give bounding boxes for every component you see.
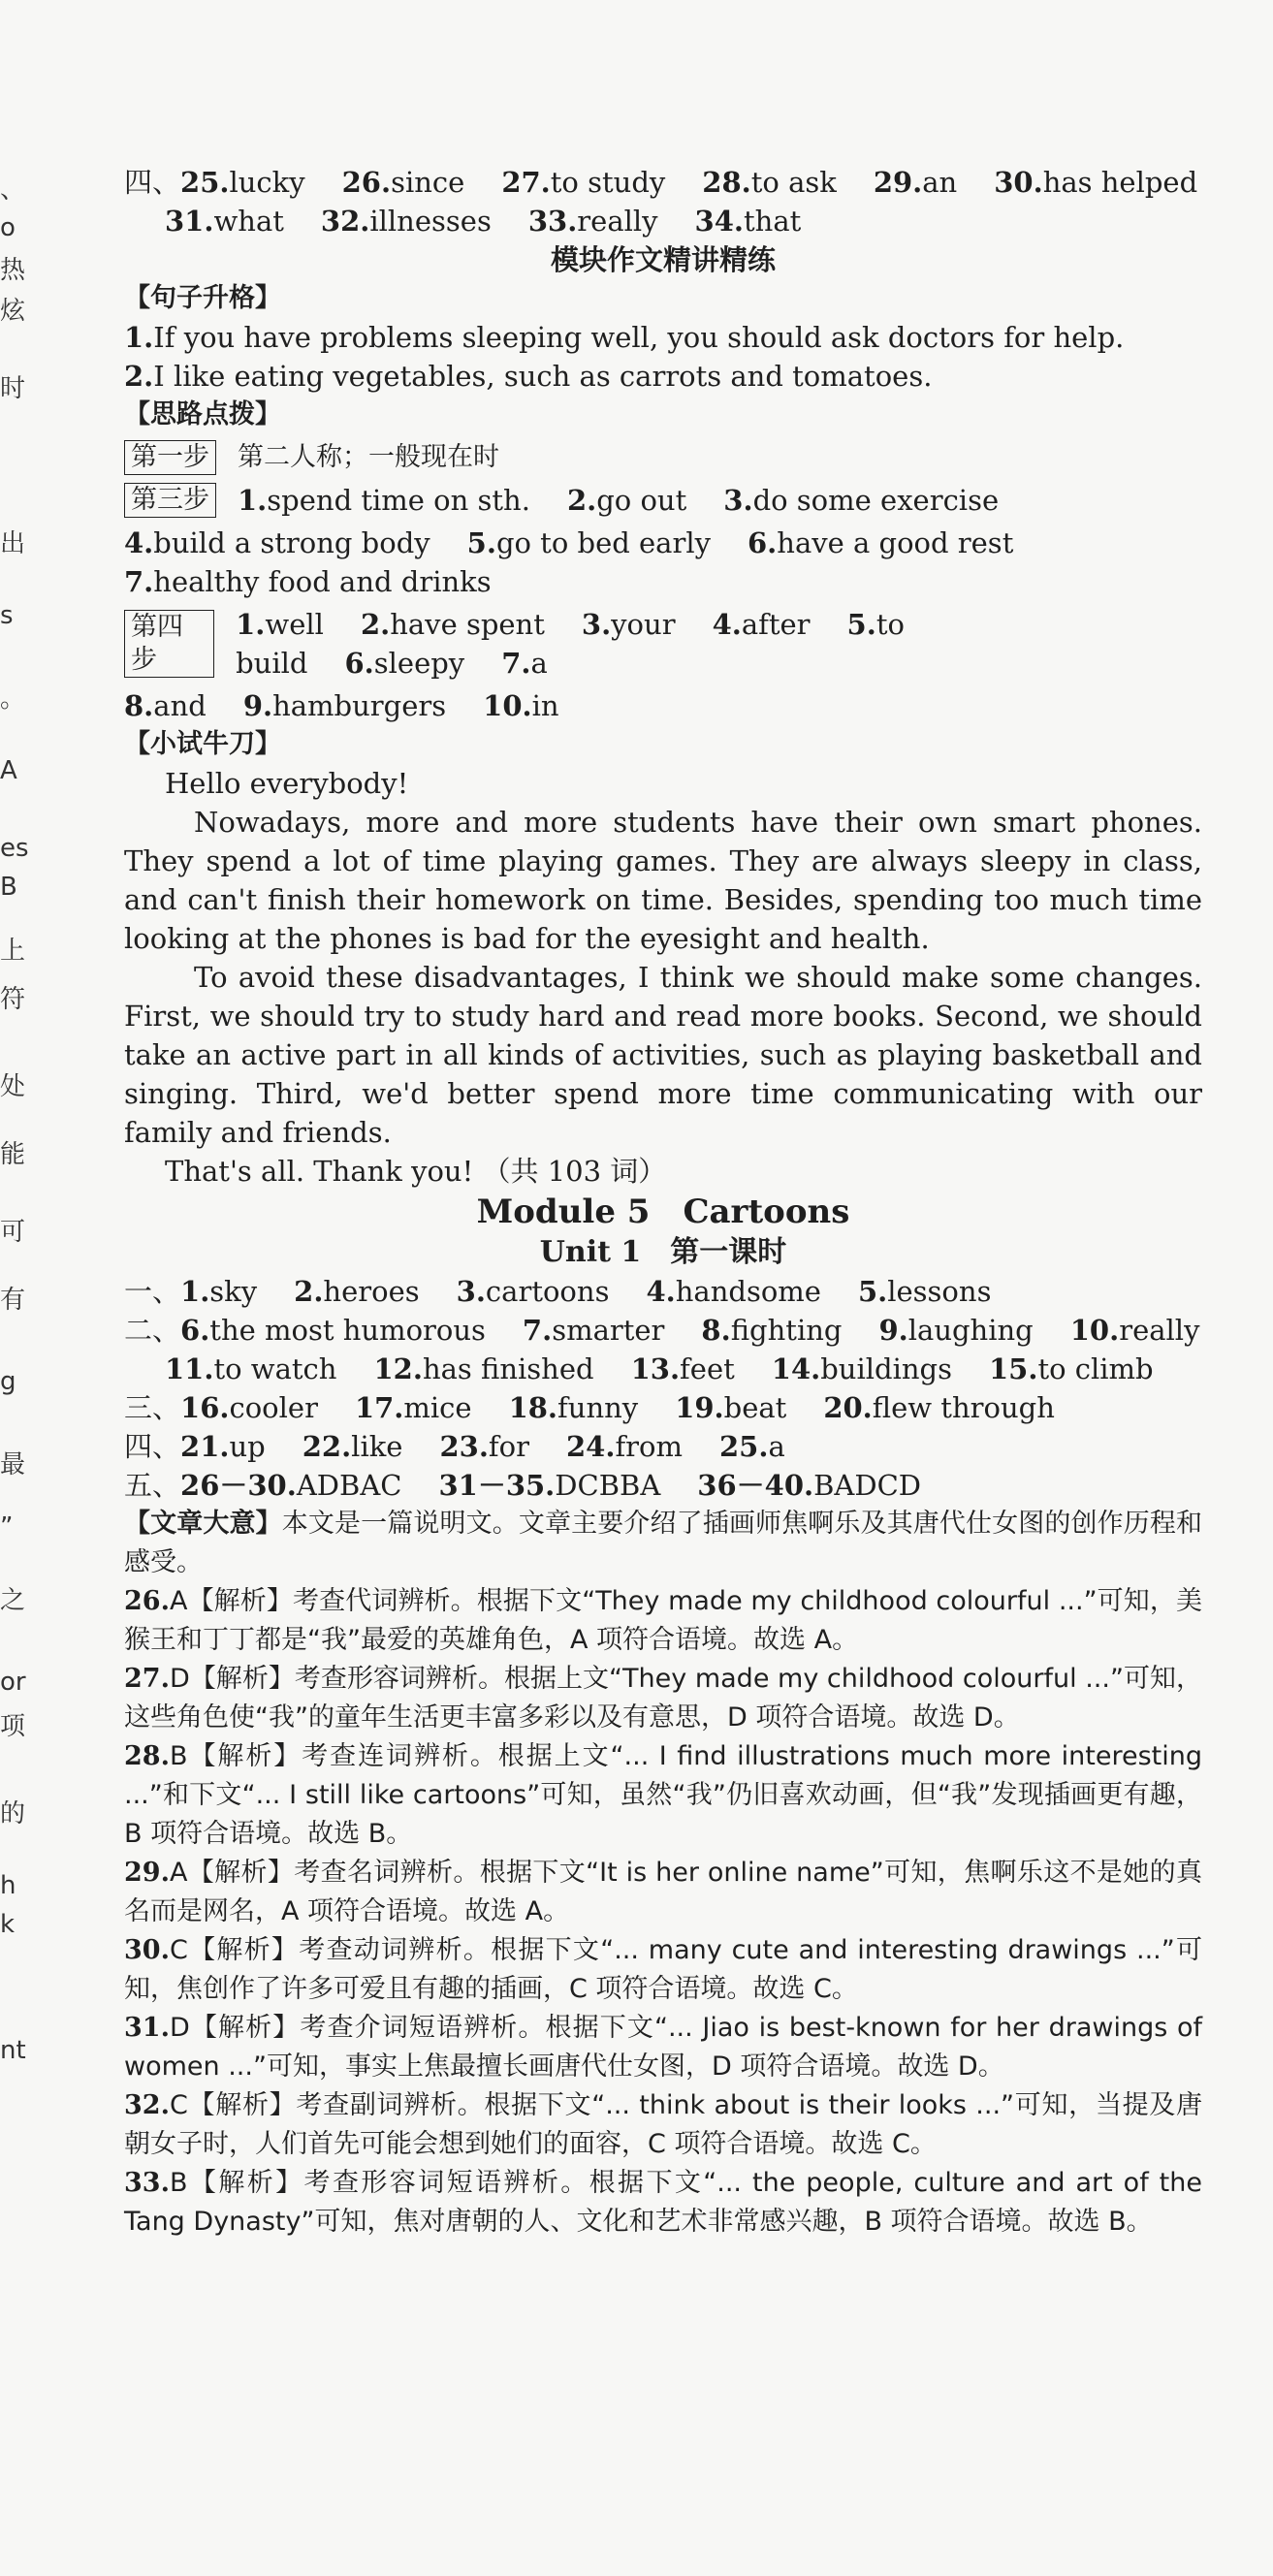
explanation-item: 30.C【解析】考查动词辨析。根据下文“... many cute and interesting drawings ...”可知，焦创作了许多可爱且有趣的插画，C 项符合语境。故选 C。: [124, 1935, 1202, 2004]
margin-fragment: 之: [0, 1586, 26, 1615]
margin-fragment: or: [0, 1668, 26, 1697]
answer-item: 6.sleepy: [344, 647, 465, 680]
step-four-label: 第四步: [124, 610, 214, 678]
summary: 【文章大意】本文是一篇说明文。文章主要介绍了插画师焦啊乐及其唐代仕女图的创作历程和感受。: [124, 1509, 1202, 1577]
answer-item: 7.smarter: [522, 1314, 665, 1347]
answer-item: 32.illnesses: [320, 205, 492, 238]
answer-item: 30.has helped: [994, 166, 1198, 199]
answer-item: 9.laughing: [878, 1314, 1034, 1347]
margin-fragment: 项: [0, 1712, 26, 1741]
answer-item: 6.have a good rest: [748, 526, 1014, 559]
margin-fragment: 处: [0, 1072, 26, 1101]
step-one-label: 第一步: [124, 440, 216, 475]
margin-fragment: 时: [0, 374, 26, 403]
margin-fragment: 能: [0, 1140, 26, 1169]
margin-fragment: nt: [0, 2036, 26, 2065]
answer-item: 28.to ask: [702, 166, 837, 199]
answer-item: 31－35.DCBBA: [438, 1469, 661, 1502]
answer-item: 5.lessons: [857, 1275, 992, 1308]
upgrade-sentence-1: 1.If you have problems sleeping well, you should ask doctors for help.: [124, 321, 1125, 354]
margin-fragment: 出: [0, 529, 26, 558]
margin-fragment: 上: [0, 937, 26, 966]
writing-title: 模块作文精讲精练: [550, 243, 776, 276]
step-three: [124, 481, 1202, 520]
answer-item: 34.that: [694, 205, 802, 238]
sentence-upgrade-header: 【句子升格】: [124, 283, 281, 313]
answer-item: 11.to watch: [165, 1352, 337, 1385]
answer-item: 15.to climb: [988, 1352, 1154, 1385]
ideas-header: 【思路点拨】: [124, 399, 281, 429]
answer-item: 12.has finished: [373, 1352, 594, 1385]
answer-item: 3.your: [581, 608, 676, 641]
margin-fragment: g: [0, 1367, 16, 1396]
margin-fragment: k: [0, 1910, 16, 1939]
practice-header: 【小试牛刀】: [124, 729, 281, 759]
answer-item: 8.fighting: [701, 1314, 843, 1347]
margin-fragment: s: [0, 601, 14, 630]
answer-item: 1.spend time on sth.: [238, 484, 530, 517]
margin-fragment: 热: [0, 256, 26, 285]
answer-item: 2.have spent: [360, 608, 545, 641]
margin-fragment: o: [0, 213, 16, 242]
practice-paragraph-2: To avoid these disadvantages, I think we should make some changes. First, we should try to study hard and read more books. Second, we should take an active part in all kinds of activities, such as playing basketball and singing. Third, we'd better spend more time communicating with our family and friends.: [124, 961, 1202, 1149]
practice-ending: That's all. Thank you! （共 103 词）: [165, 1155, 667, 1188]
explanation-item: 26.A【解析】考查代词辨析。根据下文“They made my childhood colourful ...”可知，美猴王和丁丁都是“我”最爱的英雄角色，A 项符合语境。故选 A。: [124, 1586, 1202, 1655]
answer-item: 25.a: [719, 1430, 785, 1463]
margin-fragment: 符: [0, 985, 26, 1014]
module-title: Module 5 Cartoons: [476, 1193, 850, 1231]
margin-fragment: 、: [0, 175, 26, 205]
practice-paragraph-1: Nowadays, more and more students have their own smart phones. They spend a lot of time playing games. They are always sleepy in class, and can't finish their homework on time. Besides, spending too much time looking at the phones is bad for the eyesight and health.: [124, 806, 1202, 955]
answer-page: [124, 163, 1202, 2242]
answer-item: 4.after: [712, 608, 811, 641]
answer-item: 10.really: [1069, 1314, 1200, 1347]
margin-fragment: h: [0, 1871, 16, 1900]
margin-fragment: A: [0, 756, 17, 785]
section-two-line2: [124, 1350, 1202, 1388]
step-three-line3: 7.healthy food and drinks: [124, 565, 492, 598]
section-one: 一、1.sky 2.heroes 3.cartoons 4.handsome 5.lessons: [124, 1275, 992, 1308]
step-three-label: 第三步: [124, 483, 216, 518]
answer-item: 2.heroes: [294, 1275, 420, 1308]
answer-item: 26－30.ADBAC: [180, 1469, 402, 1502]
explanations: [124, 1582, 1202, 2242]
answer-item: 5.to build: [236, 608, 905, 680]
answer-item: 9.hamburgers: [242, 689, 447, 722]
answer-item: 36－40.BADCD: [697, 1469, 922, 1502]
answer-item: 10.in: [483, 689, 559, 722]
upgrade-sentence-2: 2.I like eating vegetables, such as carrots and tomatoes.: [124, 360, 933, 393]
answer-item: 7.a: [501, 647, 548, 680]
answer-item: 13.feet: [630, 1352, 735, 1385]
section-four-prev-line2: [124, 202, 1202, 240]
step-three-line2: [124, 524, 1202, 562]
margin-fragment: ”: [0, 1512, 14, 1542]
step-one-text: 第二人称；一般现在时: [238, 442, 499, 472]
explanation-item: 31.D【解析】考查介词短语辨析。根据下文“... Jiao is best-known for her drawings of women ...”可知，事实上焦最擅长画唐代仕女图，D 项符合语境。故选 D。: [124, 2013, 1202, 2082]
answer-item: 21.up: [180, 1430, 266, 1463]
answer-item: 4.handsome: [646, 1275, 821, 1308]
answer-item: 3.cartoons: [456, 1275, 610, 1308]
margin-fragment: 最: [0, 1450, 26, 1479]
answer-item: 19.beat: [675, 1391, 787, 1424]
practice-greeting: Hello everybody!: [165, 767, 409, 800]
margin-fragment: es: [0, 834, 29, 863]
answer-item: 31.what: [165, 205, 284, 238]
margin-fragment: 。: [0, 684, 26, 714]
step-four-line2: [124, 686, 1202, 725]
margin-fragment: 有: [0, 1286, 26, 1315]
section-five: 五、26－30.ADBAC 31－35.DCBBA 36－40.BADCD: [124, 1469, 922, 1502]
answer-item: 1.well: [236, 608, 324, 641]
step-one: [124, 438, 1202, 477]
explanation-item: 29.A【解析】考查名词辨析。根据下文“It is her online name”可知，焦啊乐这不是她的真名而是网名，A 项符合语境。故选 A。: [124, 1858, 1202, 1926]
margin-fragment: 的: [0, 1799, 26, 1829]
answer-item: 18.funny: [508, 1391, 639, 1424]
answer-item: 24.from: [565, 1430, 683, 1463]
answer-item: 14.buildings: [771, 1352, 952, 1385]
answer-item: 17.mice: [354, 1391, 472, 1424]
answer-item: 16.cooler: [180, 1391, 318, 1424]
explanation-item: 33.B【解析】考查形容词短语辨析。根据下文“... the people, culture and art of the Tang Dynasty”可知，焦对唐朝的人、文化和艺术非常感兴趣，B 项符合语境。故选 B。: [124, 2168, 1202, 2237]
explanation-item: 28.B【解析】考查连词辨析。根据上文“... I find illustrations much more interesting ...”和下文“... I still like cartoons”可知，虽然“我”仍旧喜欢动画，但“我”发现插画更有趣，B 项符合语境。故选 B。: [124, 1741, 1202, 1849]
answer-item: 5.go to bed early: [466, 526, 711, 559]
explanation-item: 27.D【解析】考查形容词辨析。根据上文“They made my childhood colourful ...”可知，这些角色使“我”的童年生活更丰富多彩以及有意思，D 项符合语境。故选 D。: [124, 1664, 1202, 1733]
answer-item: 27.to study: [501, 166, 666, 199]
margin-fragment: 可: [0, 1218, 26, 1247]
unit-title: Unit 1 第一课时: [539, 1235, 787, 1269]
answer-item: 8.and: [124, 689, 207, 722]
answer-item: 6.the most humorous: [180, 1314, 486, 1347]
step-four: [124, 605, 1202, 683]
answer-item: 23.for: [439, 1430, 529, 1463]
answer-item: 1.sky: [180, 1275, 258, 1308]
section-four-prev: 四、25.lucky 26.since 27.to study 28.to ask 29.an 30.has helped: [124, 166, 1198, 199]
answer-item: 22.like: [302, 1430, 403, 1463]
section-three: 三、16.cooler 17.mice 18.funny 19.beat 20.flew through: [124, 1391, 1055, 1424]
answer-item: 25.lucky: [180, 166, 305, 199]
margin-fragment: 炫: [0, 297, 26, 326]
section-four: 四、21.up 22.like 23.for 24.from 25.a: [124, 1430, 785, 1463]
answer-item: 20.flew through: [823, 1391, 1055, 1424]
explanation-item: 32.C【解析】考查副词辨析。根据下文“... think about is their looks ...”可知，当提及唐朝女子时，人们首先可能会想到她们的面容，C 项符合语境。故选 C。: [124, 2090, 1202, 2159]
margin-fragment: B: [0, 873, 17, 902]
section-two: 二、6.the most humorous 7.smarter 8.fighting 9.laughing 10.really: [124, 1314, 1200, 1347]
answer-item: 26.since: [341, 166, 465, 199]
answer-item: 29.an: [873, 166, 958, 199]
answer-item: 33.really: [527, 205, 658, 238]
answer-item: 3.do some exercise: [723, 484, 1000, 517]
left-margin-fragments: [0, 0, 29, 2576]
answer-item: 2.go out: [566, 484, 687, 517]
answer-item: 4.build a strong body: [124, 526, 430, 559]
